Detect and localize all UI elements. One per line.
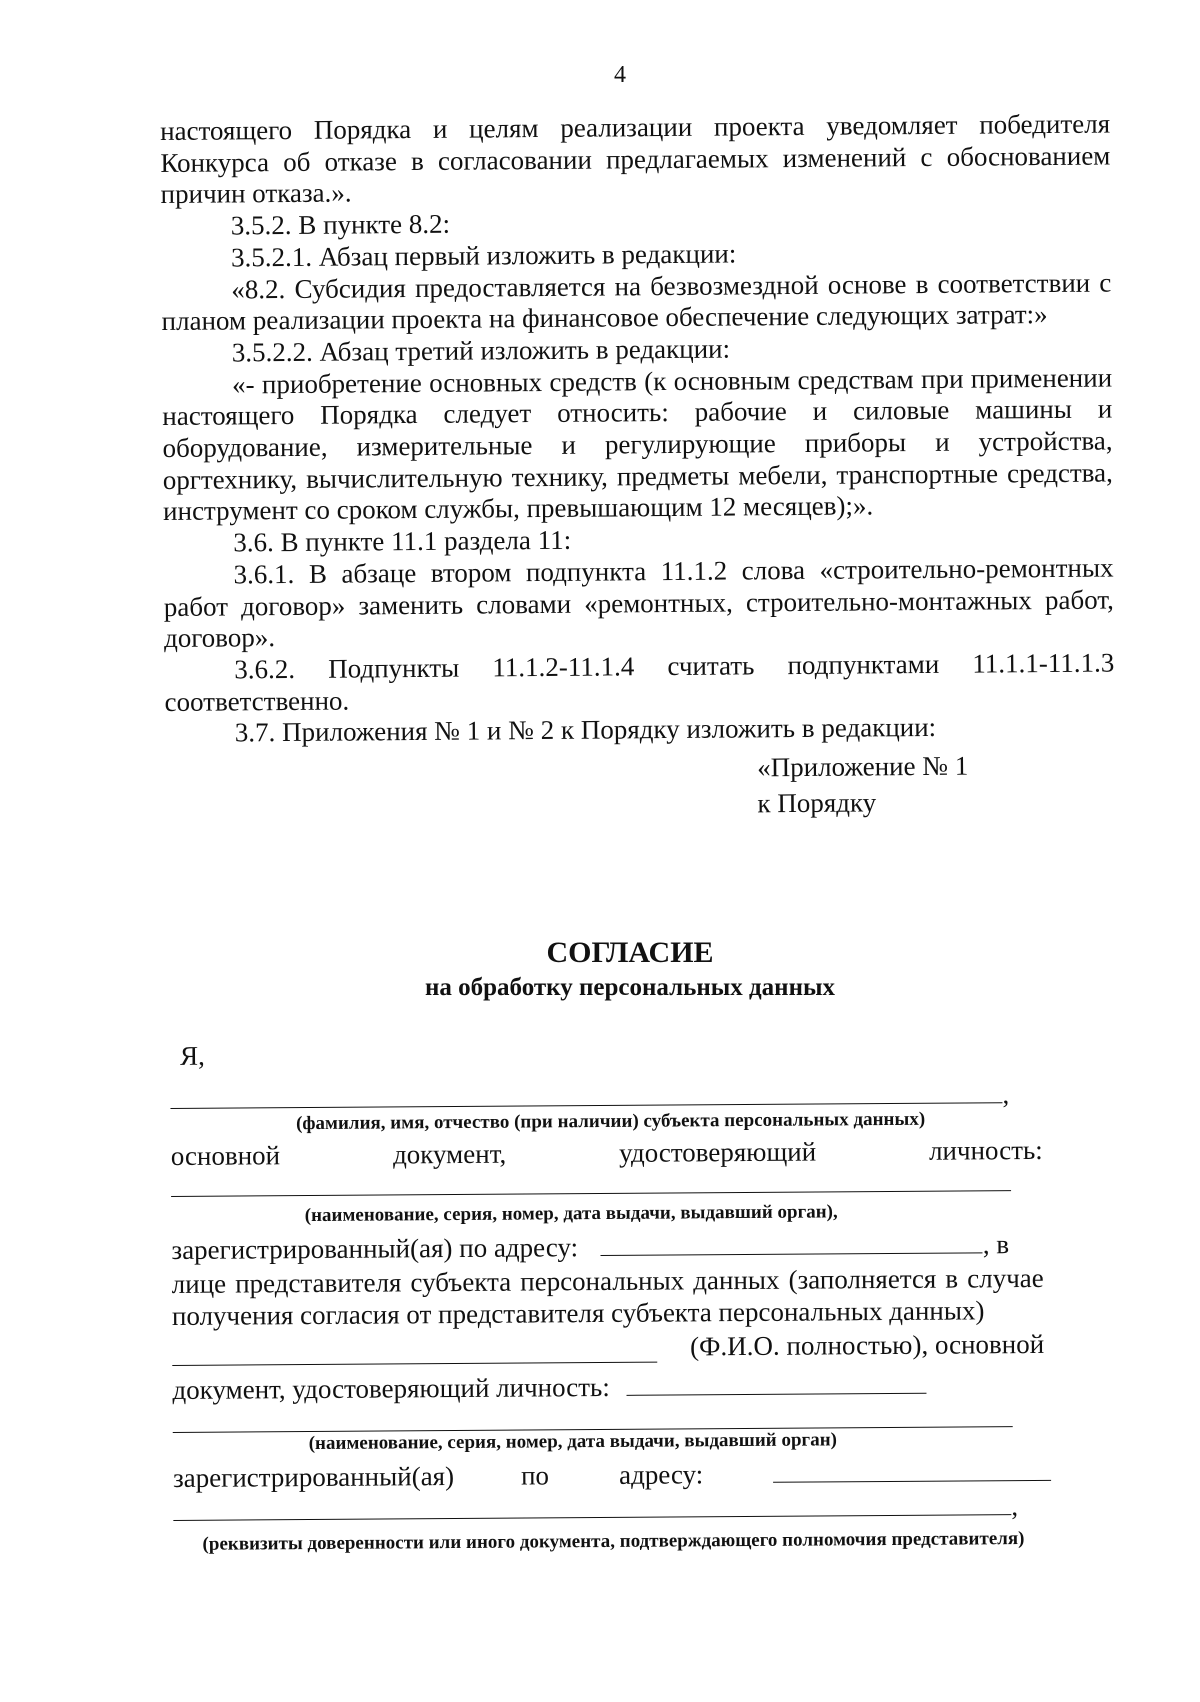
page-number: 4 bbox=[614, 62, 626, 88]
doc-word-4: личность: bbox=[928, 1134, 1043, 1166]
doc-blank-line bbox=[171, 1166, 1011, 1197]
reg-word-2: по bbox=[520, 1460, 550, 1491]
consent-title: СОГЛАСИЕ bbox=[546, 936, 714, 969]
representative-text: лице представителя субъекта персональных данных (заполняется в случае получения согласия от представителя субъекта персональных данных) bbox=[171, 1262, 1044, 1331]
reg-word-1: зарегистрированный(ая) bbox=[172, 1461, 455, 1493]
rep-fio-blank-line bbox=[172, 1338, 657, 1366]
appendix-line-2: к Порядку bbox=[757, 787, 877, 819]
registered-row bbox=[171, 1227, 1121, 1268]
caption-doc: (наименование, серия, номер, дата выдачи, выдавший орган), bbox=[304, 1201, 838, 1227]
doc-word-3: удостоверяющий bbox=[618, 1136, 817, 1168]
rep-doc-label: документ, удостоверяющий личность: bbox=[172, 1371, 610, 1405]
paragraph-3: 3.5.2.1. Абзац первый изложить в редакции: bbox=[230, 238, 737, 273]
paragraph-7: 3.6. В пункте 11.1 раздела 11: bbox=[233, 524, 572, 558]
doc-word-1: основной bbox=[170, 1140, 281, 1171]
fio-blank-line bbox=[170, 1078, 1002, 1109]
consent-subtitle: на обработку персональных данных bbox=[425, 974, 835, 1001]
address-blank-line bbox=[601, 1228, 983, 1256]
caption-fio: (фамилия, имя, отчество (при наличии) субъекта персональных данных) bbox=[295, 1108, 926, 1135]
fio-comma: , bbox=[1002, 1079, 1010, 1110]
rep-address-second-blank-line bbox=[173, 1490, 1011, 1521]
registered-label: зарегистрированный(ая) по адресу: bbox=[171, 1232, 579, 1265]
ya-row bbox=[170, 1033, 1120, 1084]
rep-address-line-row bbox=[173, 1489, 1123, 1528]
paragraph-8: 3.6.1. В абзаце втором подпункта 11.1.2 слова «строительно-ремонтных работ договор» заменить словами «ремонтных, строительно-монтажных работ, договор». bbox=[163, 552, 1114, 654]
consent-form bbox=[170, 1033, 1124, 1556]
paragraph-1: настоящего Порядка и целям реализации проекта уведомляет победителя Конкурса об отказе в согласовании предлагаемых изменений с обоснованием причин отказа.». bbox=[160, 108, 1111, 210]
paragraph-10: 3.7. Приложения № 1 и № 2 к Порядку изложить в редакции: bbox=[234, 712, 937, 748]
appendix-note bbox=[757, 747, 1116, 822]
rep-doc-blank-line bbox=[626, 1369, 926, 1396]
paragraph-5: 3.5.2.2. Абзац третий изложить в редакции: bbox=[231, 333, 731, 368]
paragraph-4: «8.2. Субсидия предоставляется на безвозмездной основе в соответствии с планом реализации проекта на финансовое обеспечение следующих затрат:» bbox=[161, 267, 1112, 337]
comma-v: , в bbox=[982, 1229, 1010, 1260]
rep-doc-second-blank-line bbox=[173, 1402, 1013, 1433]
rep-fio-row bbox=[172, 1326, 1044, 1366]
paragraph-9: 3.6.2. Подпункты 11.1.2-11.1.4 считать подпунктами 11.1.1-11.1.3 соответственно. bbox=[164, 647, 1115, 717]
reg-word-3: адресу: bbox=[618, 1459, 704, 1490]
rep-doc-line-row bbox=[173, 1401, 1123, 1434]
rep-fio-label: (Ф.И.О. полностью), основной bbox=[690, 1328, 1045, 1362]
comma-end: , bbox=[1011, 1491, 1019, 1522]
doc-word-2: документ, bbox=[392, 1138, 507, 1170]
paragraph-6: «- приобретение основных средств (к основным средствам при применении настоящего Порядка следует относить: рабочие и силовые машины и оборудование, измерительные и регулирующие приборы и устройства, оргтехнику, вычислительную технику, предметы мебели, транспортные средства, инструмент со сроком службы, превышающим 12 месяцев);». bbox=[162, 362, 1113, 527]
caption-power-of-attorney: (реквизиты доверенности или иного документа, подтверждающего полномочия представителя) bbox=[202, 1528, 1025, 1555]
doc-line-row bbox=[171, 1165, 1121, 1202]
caption-doc-2: (наименование, серия, номер, дата выдачи, выдавший орган) bbox=[308, 1429, 838, 1455]
rep-address-blank-line bbox=[773, 1456, 1051, 1483]
appendix-line-1: «Приложение № 1 bbox=[757, 750, 969, 783]
paragraph-2: 3.5.2. В пункте 8.2: bbox=[230, 208, 451, 241]
amendment-text bbox=[160, 109, 1116, 827]
ya-label: Я, bbox=[180, 1040, 205, 1071]
